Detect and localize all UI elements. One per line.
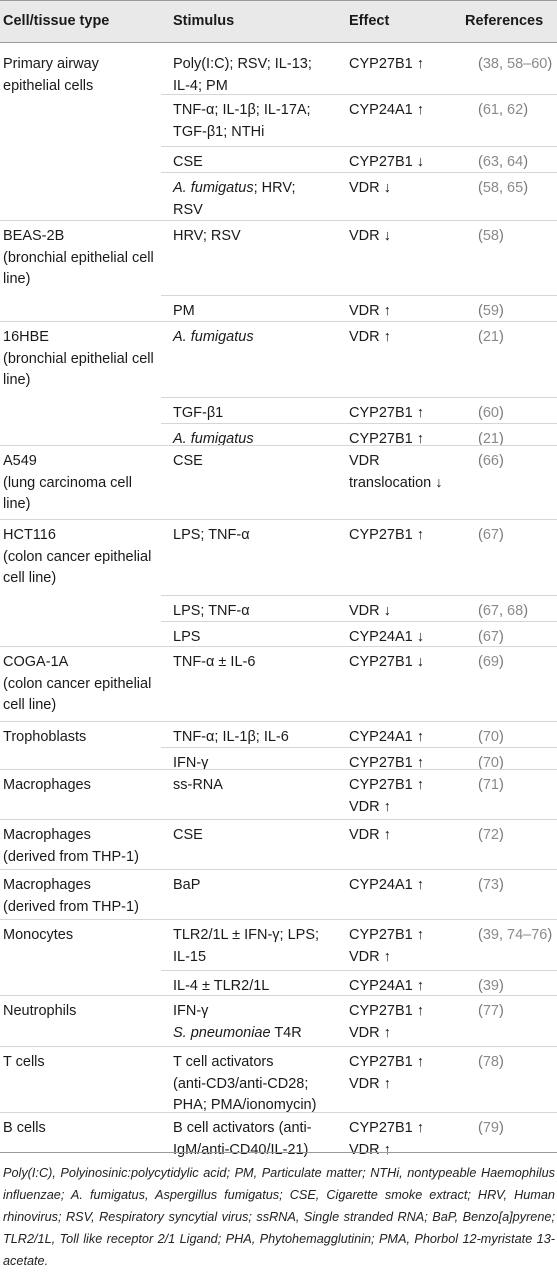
stimulus-text: S. pneumoniae T4R xyxy=(173,1024,302,1041)
reference-link[interactable]: 39 xyxy=(482,927,499,943)
reference-close-paren: ) xyxy=(523,180,529,196)
reference-cell xyxy=(478,152,528,173)
reference-close-paren: ) xyxy=(498,827,504,843)
row-divider xyxy=(0,1046,557,1047)
reference-cell xyxy=(478,1052,504,1073)
cell-type-text: Monocytes xyxy=(3,927,74,943)
effect-text: CYP27B1 ↑ xyxy=(349,1054,424,1070)
cell-type-text: B cells xyxy=(3,1120,46,1136)
reference-open-paren: ( xyxy=(478,303,483,319)
reference-open-paren: ( xyxy=(478,154,483,170)
reference-cell xyxy=(478,727,504,748)
reference-link[interactable]: 58–60 xyxy=(507,56,548,72)
effect-text: CYP27B1 ↓ xyxy=(349,654,424,670)
cell-type-text: line) xyxy=(3,271,31,287)
row-divider xyxy=(161,94,557,95)
reference-close-paren: ) xyxy=(498,729,504,745)
effect-text: CYP24A1 ↑ xyxy=(349,978,424,994)
reference-link[interactable]: 77 xyxy=(482,1003,499,1019)
row-divider xyxy=(161,146,557,147)
row-divider xyxy=(0,321,557,322)
cell-type-text: A549 xyxy=(3,453,37,469)
reference-close-paren: ) xyxy=(498,431,504,447)
row-divider xyxy=(161,747,557,748)
stimulus-text: ss-RNA xyxy=(173,777,223,793)
reference-separator: , xyxy=(498,180,508,196)
row-divider xyxy=(0,769,557,770)
reference-open-paren: ( xyxy=(478,405,483,421)
cell-type-text: BEAS-2B xyxy=(3,228,65,244)
reference-close-paren: ) xyxy=(523,102,529,118)
reference-close-paren: ) xyxy=(547,56,553,72)
stimulus-text: TGF-β1; NTHi xyxy=(173,123,265,140)
stimulus-text: Poly(I:C); RSV; IL-13; xyxy=(173,56,312,72)
reference-open-paren: ( xyxy=(478,453,483,469)
row-divider xyxy=(0,519,557,520)
reference-close-paren: ) xyxy=(498,527,504,543)
reference-cell xyxy=(478,178,528,199)
reference-open-paren: ( xyxy=(478,603,483,619)
row-divider xyxy=(161,970,557,971)
reference-close-paren: ) xyxy=(498,755,504,771)
cell-type-text: (colon cancer epithelial xyxy=(3,548,152,565)
stimulus-text: A. fumigatus; HRV; xyxy=(173,180,296,196)
reference-cell xyxy=(478,226,504,247)
effect-text: CYP27B1 ↑ xyxy=(349,1003,424,1019)
effect-text: VDR ↑ xyxy=(349,798,391,815)
stimulus-text: (anti-CD3/anti-CD28; xyxy=(173,1075,309,1092)
reference-link[interactable]: 66 xyxy=(482,453,499,469)
cell-type-text: 16HBE xyxy=(3,329,49,345)
stimulus-text: IFN-γ xyxy=(173,1003,209,1019)
reference-link[interactable]: 58 xyxy=(482,180,499,196)
stimulus-text: HRV; RSV xyxy=(173,228,241,244)
reference-open-paren: ( xyxy=(478,729,483,745)
reference-link[interactable]: 71 xyxy=(482,777,499,793)
cell-type-text: HCT116 xyxy=(3,527,56,543)
row-divider xyxy=(161,295,557,296)
cell-type-text: line) xyxy=(3,372,31,388)
header-stimulus: Stimulus xyxy=(173,13,235,29)
effect-text: translocation ↓ xyxy=(349,474,443,491)
effect-text: CYP27B1 ↑ xyxy=(349,927,424,943)
row-divider xyxy=(161,397,557,398)
reference-close-paren: ) xyxy=(498,1003,504,1019)
reference-cell xyxy=(478,301,504,322)
reference-link[interactable]: 67 xyxy=(482,629,499,645)
cell-type-text: COGA-1A xyxy=(3,654,69,670)
reference-open-paren: ( xyxy=(478,1054,483,1070)
reference-link[interactable]: 59 xyxy=(482,303,499,319)
cell-type-text: (bronchial epithelial cell xyxy=(3,249,154,266)
reference-cell xyxy=(478,775,504,796)
reference-open-paren: ( xyxy=(478,329,483,345)
effect-text: VDR ↑ xyxy=(349,1024,391,1041)
cell-type-text: Primary airway xyxy=(3,56,99,72)
reference-link[interactable]: 64 xyxy=(507,154,524,170)
row-divider xyxy=(161,595,557,596)
stimulus-text: IgM/anti-CD40/IL-21) xyxy=(173,1141,309,1158)
row-divider xyxy=(0,220,557,221)
row-divider xyxy=(161,621,557,622)
reference-open-paren: ( xyxy=(478,180,483,196)
cell-type-text: (bronchial epithelial cell xyxy=(3,350,154,367)
row-divider xyxy=(0,995,557,996)
reference-open-paren: ( xyxy=(478,827,483,843)
reference-cell xyxy=(478,54,552,75)
reference-close-paren: ) xyxy=(498,654,504,670)
stimulus-text: LPS; TNF-α xyxy=(173,603,250,619)
effect-text: CYP24A1 ↓ xyxy=(349,629,424,645)
reference-open-paren: ( xyxy=(478,755,483,771)
reference-link[interactable]: 62 xyxy=(507,102,524,118)
reference-open-paren: ( xyxy=(478,56,483,72)
reference-open-paren: ( xyxy=(478,978,483,994)
effect-text: CYP27B1 ↑ xyxy=(349,777,424,793)
effect-text: VDR ↑ xyxy=(349,948,391,965)
reference-cell xyxy=(478,451,504,472)
reference-close-paren: ) xyxy=(498,405,504,421)
reference-link[interactable]: 79 xyxy=(482,1120,499,1136)
reference-cell xyxy=(478,627,504,648)
reference-cell xyxy=(478,525,504,546)
stimulus-text: T cell activators xyxy=(173,1054,274,1070)
reference-close-paren: ) xyxy=(498,629,504,645)
reference-link[interactable]: 65 xyxy=(507,180,524,196)
reference-close-paren: ) xyxy=(498,303,504,319)
reference-link[interactable]: 58 xyxy=(482,228,499,244)
reference-link[interactable]: 38 xyxy=(482,56,499,72)
cell-type-text: (lung carcinoma cell xyxy=(3,474,132,491)
reference-cell xyxy=(478,976,504,997)
reference-separator: , xyxy=(498,102,508,118)
reference-link[interactable]: 67 xyxy=(482,527,499,543)
stimulus-text: IFN-γ xyxy=(173,755,209,771)
reference-link[interactable]: 39 xyxy=(482,978,499,994)
row-divider xyxy=(0,869,557,870)
reference-separator: , xyxy=(498,154,508,170)
reference-link[interactable]: 21 xyxy=(482,329,499,345)
effect-text: CYP24A1 ↑ xyxy=(349,729,424,745)
reference-open-paren: ( xyxy=(478,629,483,645)
reference-close-paren: ) xyxy=(498,877,504,893)
cell-type-text: cell line) xyxy=(3,697,57,713)
row-divider xyxy=(0,919,557,920)
cell-type-text: line) xyxy=(3,496,31,512)
reference-link[interactable]: 73 xyxy=(482,877,499,893)
stimulus-text: TNF-α ± IL-6 xyxy=(173,654,256,670)
reference-cell xyxy=(478,875,504,896)
stimulus-text: LPS; TNF-α xyxy=(173,527,250,543)
reference-open-paren: ( xyxy=(478,431,483,447)
reference-open-paren: ( xyxy=(478,877,483,893)
row-divider xyxy=(0,646,557,647)
reference-link[interactable]: 70 xyxy=(482,755,499,771)
stimulus-text: A. fumigatus xyxy=(173,431,254,447)
effect-text: VDR ↓ xyxy=(349,228,391,244)
row-divider xyxy=(0,445,557,446)
table-footnote: Poly(I:C), Polyinosinic:polycytidylic acid; PM, Particulate matter; NTHi, nontypeable Haemophilus influenzae; A. fumigatus, Aspergillus fumigatus; CSE, Cigarette smoke extract; HRV, Human rhinovirus; RSV, Respiratory syncytial virus; ssRNA, Single stranded RNA; BaP, Benzo[a]pyrene; TLR2/1L, Toll like receptor 2/1 Ligand; PHA, Phytohemagglutinin; PMA, Phorbol 12-myristate 13-acetate. xyxy=(3,1166,555,1268)
effect-text: CYP24A1 ↑ xyxy=(349,102,424,118)
effect-text: CYP27B1 ↑ xyxy=(349,755,424,771)
reference-close-paren: ) xyxy=(498,453,504,469)
reference-link[interactable]: 68 xyxy=(507,603,524,619)
reference-link[interactable]: 69 xyxy=(482,654,499,670)
reference-open-paren: ( xyxy=(478,927,483,943)
cell-type-text: Macrophages xyxy=(3,827,91,843)
stimulus-text: IL-15 xyxy=(173,948,207,965)
reference-cell xyxy=(478,753,504,774)
cell-type-text: T cells xyxy=(3,1054,45,1070)
stimulus-text: LPS xyxy=(173,629,201,645)
table-header xyxy=(0,0,557,43)
effect-text: VDR ↑ xyxy=(349,303,391,319)
reference-separator: , xyxy=(498,927,508,943)
reference-link[interactable]: 70 xyxy=(482,729,499,745)
reference-separator: , xyxy=(498,56,508,72)
reference-link[interactable]: 74–76 xyxy=(507,927,548,943)
reference-open-paren: ( xyxy=(478,527,483,543)
effect-text: VDR ↑ xyxy=(349,1075,391,1092)
cell-type-text: (derived from THP-1) xyxy=(3,898,139,915)
cell-type-text: Trophoblasts xyxy=(3,729,87,745)
reference-cell xyxy=(478,652,504,673)
reference-close-paren: ) xyxy=(498,1120,504,1136)
cell-type-text: Neutrophils xyxy=(3,1003,77,1019)
row-divider xyxy=(161,172,557,173)
reference-cell xyxy=(478,1118,504,1139)
reference-cell xyxy=(478,925,552,946)
stimulus-text: TNF-α; IL-1β; IL-17A; xyxy=(173,102,311,118)
reference-link[interactable]: 78 xyxy=(482,1054,499,1070)
effect-text: VDR ↑ xyxy=(349,329,391,345)
table-bottom-rule xyxy=(0,1152,557,1153)
reference-separator: , xyxy=(498,603,508,619)
effect-text: VDR ↓ xyxy=(349,603,391,619)
reference-open-paren: ( xyxy=(478,228,483,244)
reference-cell xyxy=(478,1001,504,1022)
stimulus-text: RSV xyxy=(173,201,203,218)
reference-cell xyxy=(478,100,528,121)
reference-cell xyxy=(478,403,504,424)
reference-close-paren: ) xyxy=(523,154,529,170)
stimulus-text: CSE xyxy=(173,827,203,843)
effect-text: CYP27B1 ↑ xyxy=(349,431,424,447)
stimulus-text: TGF-β1 xyxy=(173,405,224,421)
cell-type-text: Macrophages xyxy=(3,777,91,793)
reference-cell xyxy=(478,429,504,450)
effect-text: CYP27B1 ↑ xyxy=(349,1120,424,1136)
reference-close-paren: ) xyxy=(498,777,504,793)
stimulus-text: IL-4 ± TLR2/1L xyxy=(173,978,270,994)
stimulus-text: CSE xyxy=(173,453,203,469)
reference-open-paren: ( xyxy=(478,1120,483,1136)
reference-cell xyxy=(478,601,528,622)
effect-text: VDR ↓ xyxy=(349,180,391,196)
reference-link[interactable]: 60 xyxy=(482,405,499,421)
effect-text: CYP27B1 ↓ xyxy=(349,154,424,170)
header-effect: Effect xyxy=(349,13,390,29)
reference-open-paren: ( xyxy=(478,102,483,118)
reference-close-paren: ) xyxy=(547,927,553,943)
reference-close-paren: ) xyxy=(498,329,504,345)
effect-text: VDR ↑ xyxy=(349,827,391,843)
cell-type-text: (derived from THP-1) xyxy=(3,848,139,865)
stimulus-text: TLR2/1L ± IFN-γ; LPS; xyxy=(173,927,320,943)
effect-text: CYP24A1 ↑ xyxy=(349,877,424,893)
reference-link[interactable]: 21 xyxy=(482,431,499,447)
cell-type-text: cell line) xyxy=(3,570,57,586)
row-divider xyxy=(0,1112,557,1113)
stimulus-text: A. fumigatus xyxy=(173,329,254,345)
stimulus-text: PHA; PMA/ionomycin) xyxy=(173,1097,317,1113)
row-divider xyxy=(161,423,557,424)
stimulus-text: CSE xyxy=(173,154,203,170)
reference-close-paren: ) xyxy=(498,1054,504,1070)
effect-text: CYP27B1 ↑ xyxy=(349,405,424,421)
reference-close-paren: ) xyxy=(523,603,529,619)
row-divider xyxy=(0,819,557,820)
reference-link[interactable]: 67 xyxy=(482,603,499,619)
reference-cell xyxy=(478,825,504,846)
header-cell-type: Cell/tissue type xyxy=(3,13,110,29)
effect-text: CYP27B1 ↑ xyxy=(349,527,424,543)
reference-open-paren: ( xyxy=(478,777,483,793)
reference-cell xyxy=(478,327,504,348)
reference-link[interactable]: 72 xyxy=(482,827,499,843)
effect-text: VDR xyxy=(349,453,380,469)
reference-link[interactable]: 63 xyxy=(482,154,499,170)
stimulus-text: TNF-α; IL-1β; IL-6 xyxy=(173,729,289,745)
effect-text: CYP27B1 ↑ xyxy=(349,56,424,72)
stimulus-text: PM xyxy=(173,303,195,319)
reference-close-paren: ) xyxy=(498,978,504,994)
reference-open-paren: ( xyxy=(478,1003,483,1019)
cell-type-text: Macrophages xyxy=(3,877,91,893)
reference-link[interactable]: 61 xyxy=(482,102,499,118)
row-divider xyxy=(0,721,557,722)
stimulus-text: B cell activators (anti- xyxy=(173,1120,312,1136)
reference-open-paren: ( xyxy=(478,654,483,670)
reference-close-paren: ) xyxy=(498,228,504,244)
effect-text: VDR ↑ xyxy=(349,1141,391,1158)
stimulus-text: IL-4; PM xyxy=(173,77,228,94)
stimulus-text: BaP xyxy=(173,877,201,893)
cell-type-text: (colon cancer epithelial xyxy=(3,675,152,692)
cell-type-text: epithelial cells xyxy=(3,77,94,94)
header-references: References xyxy=(465,13,544,29)
